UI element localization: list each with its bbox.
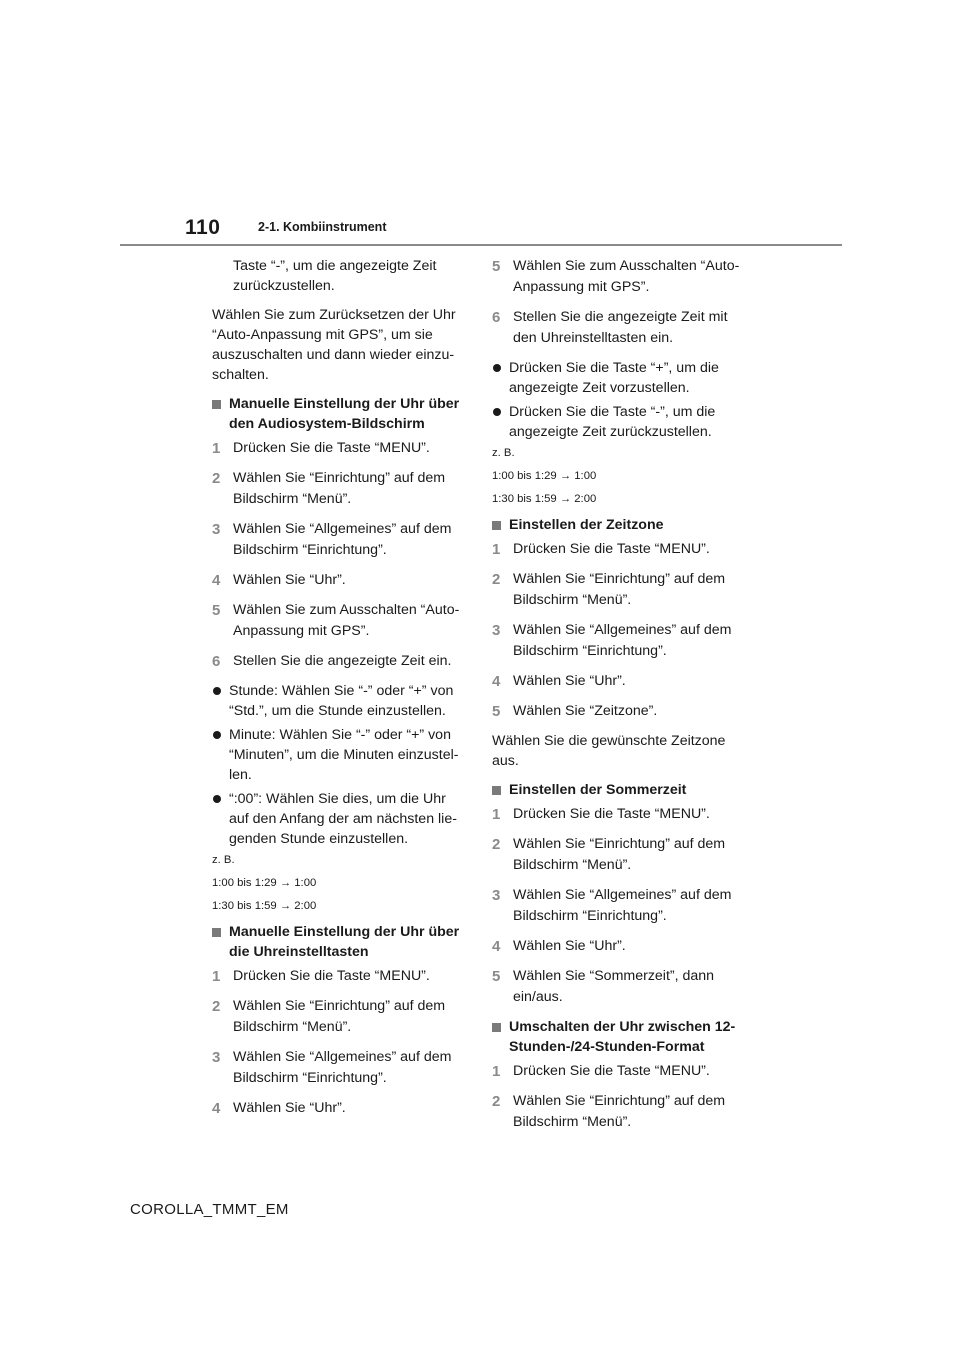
- continued-text: Taste “-”, um die angezeigte Zeit zurückzustellen.: [233, 258, 437, 294]
- step-text: Wählen Sie zum Ausschalten “Auto-Anpassung mit GPS”.: [513, 258, 740, 295]
- step-list: [212, 966, 467, 1119]
- square-bullet-icon: [492, 786, 501, 795]
- bullet-item: [212, 725, 467, 785]
- step-number: 3: [492, 887, 501, 904]
- step-item: [492, 1061, 754, 1082]
- step-item: [212, 519, 467, 561]
- step-text: Wählen Sie “Sommerzeit”, dann ein/aus.: [513, 968, 715, 1005]
- bullet-dot-icon: [213, 687, 221, 695]
- step-number: 5: [492, 968, 501, 985]
- bullet-dot-icon: [493, 364, 501, 372]
- bullet-text: “:00”: Wählen Sie dies, um die Uhr auf den Anfang der am nächsten lie-genden Stunde einzustellen.: [229, 791, 457, 847]
- step-text: Wählen Sie “Einrichtung” auf dem Bildschirm “Menü”.: [513, 1093, 726, 1130]
- step-text: Stellen Sie die angezeigte Zeit mit den Uhreinstelltasten ein.: [513, 309, 728, 346]
- step-number: 1: [212, 968, 221, 985]
- step-text: Wählen Sie “Einrichtung” auf dem Bildschirm “Menü”.: [233, 470, 446, 507]
- step-item: [492, 256, 754, 298]
- section-heading: [492, 780, 754, 800]
- step-number: 2: [492, 571, 501, 588]
- paragraph: Wählen Sie die gewünschte Zeitzone aus.: [492, 733, 726, 769]
- step-item: [212, 1047, 467, 1089]
- step-text: Wählen Sie “Einrichtung” auf dem Bildschirm “Menü”.: [513, 836, 726, 873]
- step-text: Wählen Sie “Uhr”.: [233, 1100, 346, 1116]
- step-text: Stellen Sie die angezeigte Zeit ein.: [233, 653, 452, 669]
- step-number: 2: [212, 998, 221, 1015]
- bullet-list: [492, 358, 754, 442]
- bullet-dot-icon: [213, 795, 221, 803]
- step-item: [492, 671, 754, 692]
- step-number: 3: [212, 521, 221, 538]
- step-text: Drücken Sie die Taste “MENU”.: [513, 541, 710, 557]
- step-item: [492, 701, 754, 722]
- step-text: Drücken Sie die Taste “MENU”.: [233, 968, 430, 984]
- step-text: Wählen Sie “Uhr”.: [513, 673, 626, 689]
- step-item: [492, 307, 754, 349]
- step-number: 4: [212, 572, 221, 589]
- step-number: 5: [492, 258, 501, 275]
- step-number: 2: [492, 1093, 501, 1110]
- heading-text: Einstellen der Sommerzeit: [509, 782, 687, 798]
- step-item: [492, 966, 754, 1008]
- step-item: [212, 966, 467, 987]
- step-number: 1: [212, 440, 221, 457]
- step-text: Drücken Sie die Taste “MENU”.: [233, 440, 430, 456]
- step-item: [492, 569, 754, 611]
- step-text: Wählen Sie “Einrichtung” auf dem Bildschirm “Menü”.: [233, 998, 446, 1035]
- example-line: 1:30 bis 1:59 → 2:00: [492, 493, 597, 505]
- step-item: [212, 600, 467, 642]
- step-number: 5: [492, 703, 501, 720]
- section-heading: [212, 922, 467, 962]
- heading-text: Einstellen der Zeitzone: [509, 517, 664, 533]
- example-line: 1:00 bis 1:29 → 1:00: [492, 470, 597, 482]
- step-number: 3: [212, 1049, 221, 1066]
- right-column: [492, 256, 754, 1142]
- step-text: Wählen Sie “Einrichtung” auf dem Bildschirm “Menü”.: [513, 571, 726, 608]
- step-list: [212, 438, 467, 672]
- step-text: Wählen Sie “Allgemeines” auf dem Bildschirm “Einrichtung”.: [513, 887, 732, 924]
- bullet-item: [492, 358, 754, 398]
- bullet-item: [492, 402, 754, 442]
- step-list: [492, 539, 754, 722]
- paragraph: Wählen Sie zum Zurücksetzen der Uhr “Auto-Anpassung mit GPS”, um sie auszuschalten und dann wieder einzu-schalten.: [212, 307, 456, 383]
- step-item: [212, 468, 467, 510]
- step-number: 2: [492, 836, 501, 853]
- bullet-text: Minute: Wählen Sie “-” oder “+” von “Minuten”, um die Minuten einzustel-len.: [229, 727, 459, 783]
- section-heading: [492, 515, 754, 535]
- step-number: 3: [492, 622, 501, 639]
- step-item: [212, 1098, 467, 1119]
- square-bullet-icon: [212, 400, 221, 409]
- section-heading: [492, 1017, 754, 1057]
- step-item: [492, 804, 754, 825]
- bullet-text: Drücken Sie die Taste “+”, um die angezeigte Zeit vorzustellen.: [509, 360, 719, 396]
- example-line: 1:00 bis 1:29 → 1:00: [212, 877, 317, 889]
- square-bullet-icon: [212, 928, 221, 937]
- step-number: 2: [212, 470, 221, 487]
- section-title: 2-1. Kombiinstrument: [258, 220, 387, 234]
- bullet-text: Stunde: Wählen Sie “-” oder “+” von “Std.”, um die Stunde einzustellen.: [229, 683, 454, 719]
- bullet-item: [212, 789, 467, 849]
- step-text: Drücken Sie die Taste “MENU”.: [513, 806, 710, 822]
- step-list: [492, 804, 754, 1008]
- bullet-item: [212, 681, 467, 721]
- step-number: 1: [492, 1063, 501, 1080]
- step-text: Wählen Sie “Allgemeines” auf dem Bildschirm “Einrichtung”.: [233, 521, 452, 558]
- page-number: 110: [185, 216, 221, 239]
- step-item: [492, 620, 754, 662]
- step-list: [492, 256, 754, 349]
- bullet-dot-icon: [493, 408, 501, 416]
- bullet-dot-icon: [213, 731, 221, 739]
- heading-text: Manuelle Einstellung der Uhr über den Audiosystem-Bildschirm: [229, 396, 460, 432]
- example-label: z. B.: [212, 854, 235, 866]
- square-bullet-icon: [492, 1023, 501, 1032]
- step-item: [212, 996, 467, 1038]
- step-number: 5: [212, 602, 221, 619]
- step-item: [492, 1091, 754, 1133]
- step-number: 6: [492, 309, 501, 326]
- step-item: [492, 885, 754, 927]
- step-text: Wählen Sie zum Ausschalten “Auto-Anpassung mit GPS”.: [233, 602, 460, 639]
- step-number: 4: [212, 1100, 221, 1117]
- example-label: z. B.: [492, 447, 515, 459]
- step-text: Wählen Sie “Allgemeines” auf dem Bildschirm “Einrichtung”.: [513, 622, 732, 659]
- left-column: [212, 256, 467, 1128]
- heading-text: Umschalten der Uhr zwischen 12-Stunden-/24-Stunden-Format: [509, 1019, 736, 1055]
- step-number: 1: [492, 541, 501, 558]
- step-text: Wählen Sie “Uhr”.: [513, 938, 626, 954]
- example-line: 1:30 bis 1:59 → 2:00: [212, 900, 317, 912]
- step-number: 4: [492, 938, 501, 955]
- step-text: Wählen Sie “Allgemeines” auf dem Bildschirm “Einrichtung”.: [233, 1049, 452, 1086]
- document-code: COROLLA_TMMT_EM: [130, 1201, 289, 1218]
- step-item: [492, 539, 754, 560]
- step-item: [492, 834, 754, 876]
- step-number: 4: [492, 673, 501, 690]
- step-item: [212, 438, 467, 459]
- square-bullet-icon: [492, 521, 501, 530]
- step-text: Wählen Sie “Zeitzone”.: [513, 703, 658, 719]
- step-number: 6: [212, 653, 221, 670]
- step-item: [492, 936, 754, 957]
- header-rule: [120, 244, 842, 246]
- step-item: [212, 651, 467, 672]
- step-list: [492, 1061, 754, 1133]
- section-heading: [212, 394, 467, 434]
- bullet-list: [212, 681, 467, 849]
- heading-text: Manuelle Einstellung der Uhr über die Uhreinstelltasten: [229, 924, 460, 960]
- bullet-text: Drücken Sie die Taste “-”, um die angezeigte Zeit zurückzustellen.: [509, 404, 716, 440]
- step-text: Wählen Sie “Uhr”.: [233, 572, 346, 588]
- step-text: Drücken Sie die Taste “MENU”.: [513, 1063, 710, 1079]
- step-number: 1: [492, 806, 501, 823]
- step-item: [212, 570, 467, 591]
